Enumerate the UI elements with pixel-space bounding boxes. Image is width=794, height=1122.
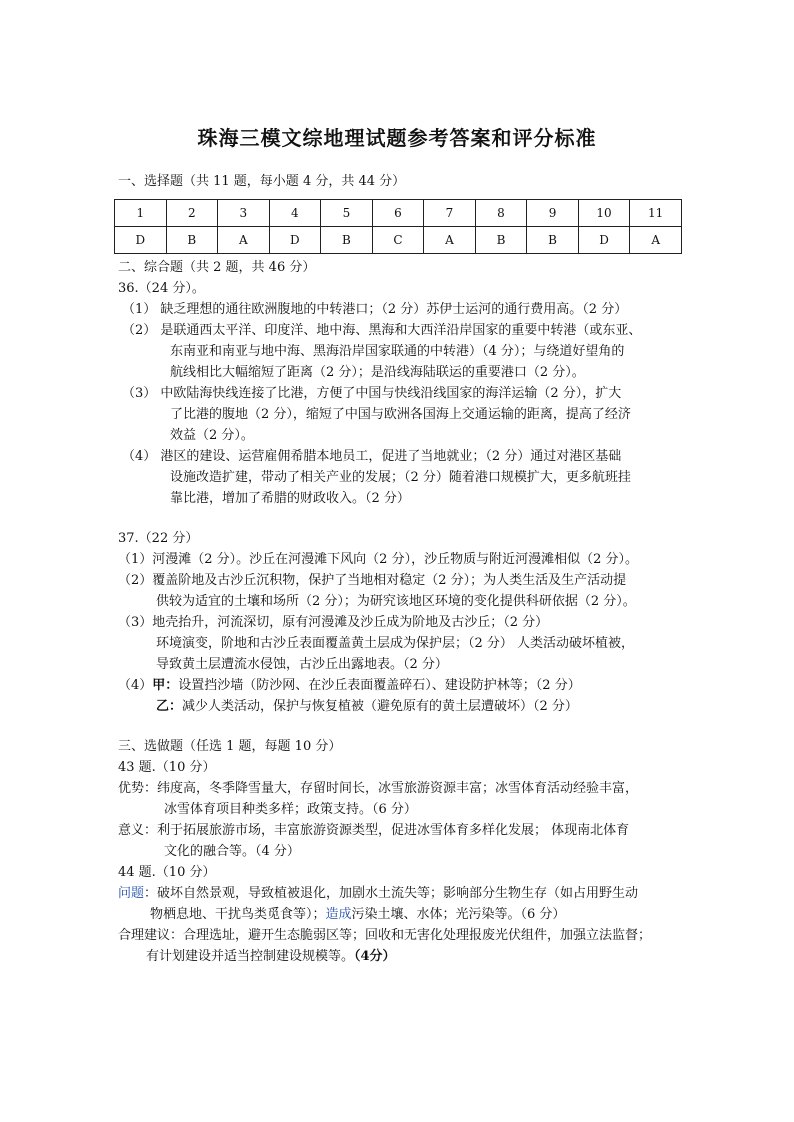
q37-answer-4-label-jia: 甲：: [152, 678, 179, 693]
q44-problem: [118, 884, 638, 904]
q37-answer-2: （2）覆盖阶地及古沙丘沉积物，保护了当地相对稳定（2 分）；为人类生活及生产活动提: [118, 573, 627, 588]
page-title: 珠海三模文综地理试题参考答案和评分标准: [197, 126, 597, 150]
table-cell: A: [630, 227, 682, 254]
q37-answer-1: （1）河漫滩（2 分）。沙丘在河漫滩下风向（2 分），沙丘物质与附近河漫滩相似（2 分）。: [118, 552, 638, 567]
table-cell: 5: [321, 200, 373, 227]
q36-answer-2-cont: 航线相比大幅缩短了距离（2 分）；是沿线海陆联运的重要港口（2 分）。: [170, 365, 585, 380]
table-cell: B: [527, 227, 579, 254]
table-cell: 11: [630, 200, 682, 227]
q36-heading: 36.（24 分）。: [118, 281, 205, 296]
q36-answer-1: （1） 缺乏理想的通往欧洲腹地的中转港口；（2 分）苏伊士运河的通行费用高。（2 分）: [122, 302, 628, 317]
table-cell: 3: [218, 200, 270, 227]
q37-answer-3-cont: 导致黄土层遭流水侵蚀，古沙丘出露地表。（2 分）: [156, 657, 448, 672]
q36-answer-4: （4） 港区的建设、运营雇佣希腊本地员工，促进了当地就业；（2 分）通过对港区基础: [122, 449, 622, 464]
table-cell: 6: [372, 200, 424, 227]
q44-problem-highlight: 造成: [325, 907, 352, 922]
q37-answer-4-number: （4）: [118, 678, 153, 693]
q44-heading: 44 题.（10 分）: [118, 865, 216, 880]
q37-answer-3-cont: 环境演变，阶地和古沙丘表面覆盖黄土层成为保护层；（2 分） 人类活动破坏植被，: [156, 636, 635, 651]
section1-heading: 一、选择题（共 11 题，每小题 4 分，共 44 分）: [118, 174, 406, 189]
table-cell: A: [218, 227, 270, 254]
q44-suggestion-text: 有计划建设并适当控制建设规模等。: [146, 949, 355, 964]
section2-heading: 二、综合题（共 2 题，共 46 分）: [118, 260, 316, 275]
q44-problem-label: 问题: [118, 886, 145, 901]
table-cell: 2: [166, 200, 218, 227]
q36-answer-3-cont: 了比港的腹地（2 分），缩短了中国与欧洲各国海上交通运输的距离，提高了经济: [170, 407, 631, 422]
q36-answer-3-cont: 效益（2 分）。: [170, 428, 254, 443]
section3-heading: 三、选做题（任选 1 题，每题 10 分）: [118, 739, 342, 754]
table-cell: B: [166, 227, 218, 254]
answer-table-answers-row: [115, 227, 682, 254]
q44-problem-text: ：破坏自然景观，导致植被退化，加剧水土流失等；影响部分生物生存（如占用野生动: [144, 886, 639, 901]
table-cell: D: [115, 227, 167, 254]
q36-answer-3: （3） 中欧陆海快线连接了比港，方便了中国与快线沿线国家的海洋运输（2 分），扩大: [122, 386, 622, 401]
q43-heading: 43 题.（10 分）: [118, 760, 216, 775]
q36-answer-4-cont: 靠比港，增加了希腊的财政收入。（2 分）: [170, 491, 410, 506]
q37-answer-2-cont: 供较为适宜的土壤和场所（2 分）；为研究该地区环境的变化提供科研依据（2 分）。: [156, 594, 636, 609]
table-cell: 10: [578, 200, 630, 227]
table-cell: 4: [269, 200, 321, 227]
q44-suggestion-score: （4分）: [354, 949, 396, 964]
q37-answer-4-label-yi: 乙：: [156, 699, 183, 714]
answer-table-numbers-row: [115, 200, 682, 227]
table-cell: 9: [527, 200, 579, 227]
q37-answer-4: [118, 676, 581, 696]
table-cell: D: [269, 227, 321, 254]
q36-answer-2: （2） 是联通西太平洋、印度洋、地中海、黑海和大西洋沿岸国家的重要中转港（或东亚、: [122, 323, 642, 338]
q44-suggestion-cont: [146, 947, 396, 967]
q43-significance-cont: 文化的融合等。（4 分）: [164, 844, 300, 859]
q44-problem-cont: [150, 905, 565, 925]
q43-advantage: 优势：纬度高，冬季降雪量大，存留时间长，冰雪旅游资源丰富；冰雪体育活动经验丰富，: [118, 781, 639, 796]
table-cell: 1: [115, 200, 167, 227]
q44-problem-text-b2: 污染土壤、水体；光污染等。（6 分）: [351, 907, 566, 922]
table-cell: B: [475, 227, 527, 254]
q44-problem-text-b1: 物栖息地、干扰鸟类觅食等）；: [150, 907, 326, 922]
q37-answer-3: （3）地壳抬升，河流深切，原有河漫滩及沙丘成为阶地及古沙丘；（2 分）: [118, 615, 549, 630]
q36-answer-4-cont: 设施改造扩建，带动了相关产业的发展；（2 分）随着港口规模扩大，更多航班挂: [170, 470, 631, 485]
table-cell: C: [372, 227, 424, 254]
q43-significance: 意义：利于拓展旅游市场，丰富旅游资源类型，促进冰雪体育多样化发展； 体现南北体育: [118, 823, 630, 838]
table-cell: A: [424, 227, 476, 254]
q37-answer-4-yi-text: 减少人类活动，保护与恢复植被（避免原有的黄土层遭破坏）（2 分）: [182, 699, 578, 714]
answer-table: [114, 199, 682, 254]
table-cell: 7: [424, 200, 476, 227]
table-cell: B: [321, 227, 373, 254]
q43-advantage-cont: 冰雪体育项目种类多样；政策支持。（6 分）: [164, 802, 417, 817]
q36-answer-2-cont: 东南亚和南亚与地中海、黑海沿岸国家联通的中转港）（4 分）；与绕道好望角的: [170, 344, 625, 359]
q37-answer-4-yi: [156, 697, 578, 717]
table-cell: D: [578, 227, 630, 254]
q37-heading: 37.（22 分）: [118, 531, 199, 546]
q37-answer-4-text: 设置挡沙墙（防沙网、在沙丘表面覆盖碎石）、建设防护林等；（2 分）: [178, 678, 581, 693]
table-cell: 8: [475, 200, 527, 227]
q44-suggestion: 合理建议：合理选址，避开生态脆弱区等；回收和无害化处理报废光伏组件，加强立法监督；: [118, 928, 652, 943]
